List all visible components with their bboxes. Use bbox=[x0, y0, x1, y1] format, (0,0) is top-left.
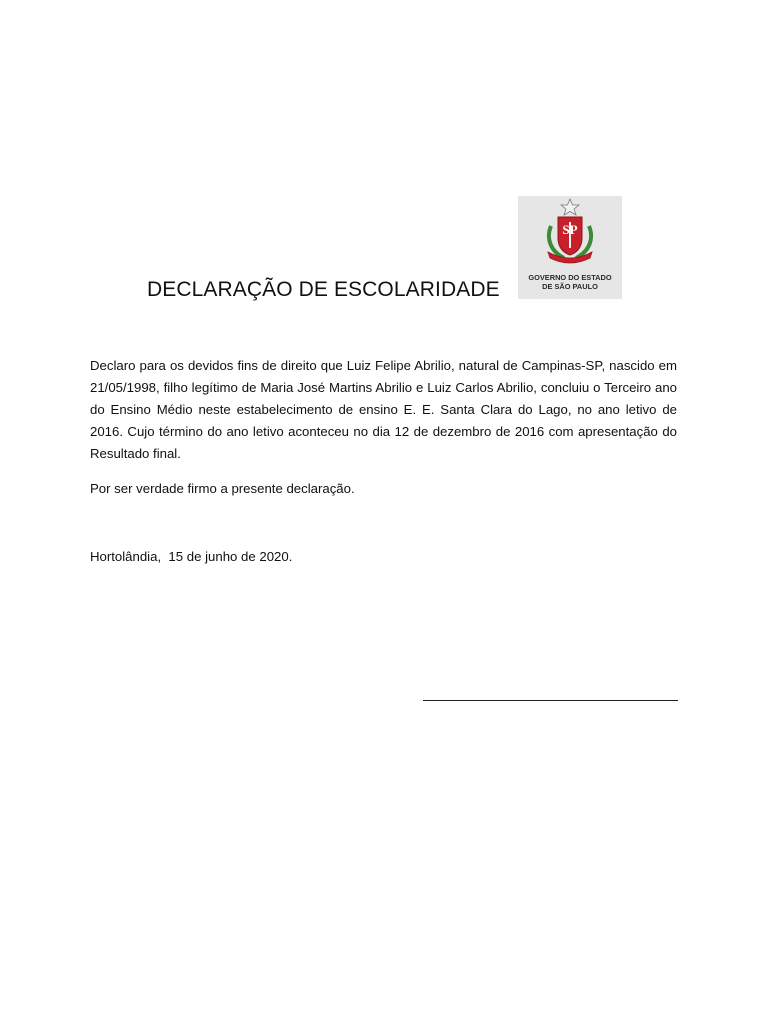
logo-text-line1: GOVERNO DO ESTADO bbox=[528, 273, 612, 282]
closing-statement: Por ser verdade firmo a presente declaração. bbox=[90, 481, 355, 496]
declaration-paragraph: Declaro para os devidos fins de direito que Luiz Felipe Abrilio, natural de Campinas-SP, nascido em 21/05/1998, filho legítimo de Maria José Martins Abrilio e Luiz Carlos Abrilio, concluiu o Terceiro ano do Ensino Médio neste estabelecimento de ensino E. E. Santa Clara do Lago, no ano letivo de 2016. Cujo término do ano letivo aconteceu no dia 12 de dezembro de 2016 com apresentação do Resultado final. bbox=[90, 358, 677, 461]
sao-paulo-coat-of-arms-icon bbox=[518, 196, 622, 272]
logo-text-line2: DE SÃO PAULO bbox=[542, 282, 598, 291]
signature-line bbox=[423, 700, 678, 701]
document-title: DECLARAÇÃO DE ESCOLARIDADE bbox=[147, 278, 500, 301]
government-logo bbox=[518, 196, 622, 299]
svg-text:SP: SP bbox=[562, 222, 578, 237]
declaration-body bbox=[90, 355, 677, 465]
place-and-date: Hortolândia, 15 de junho de 2020. bbox=[90, 549, 293, 564]
